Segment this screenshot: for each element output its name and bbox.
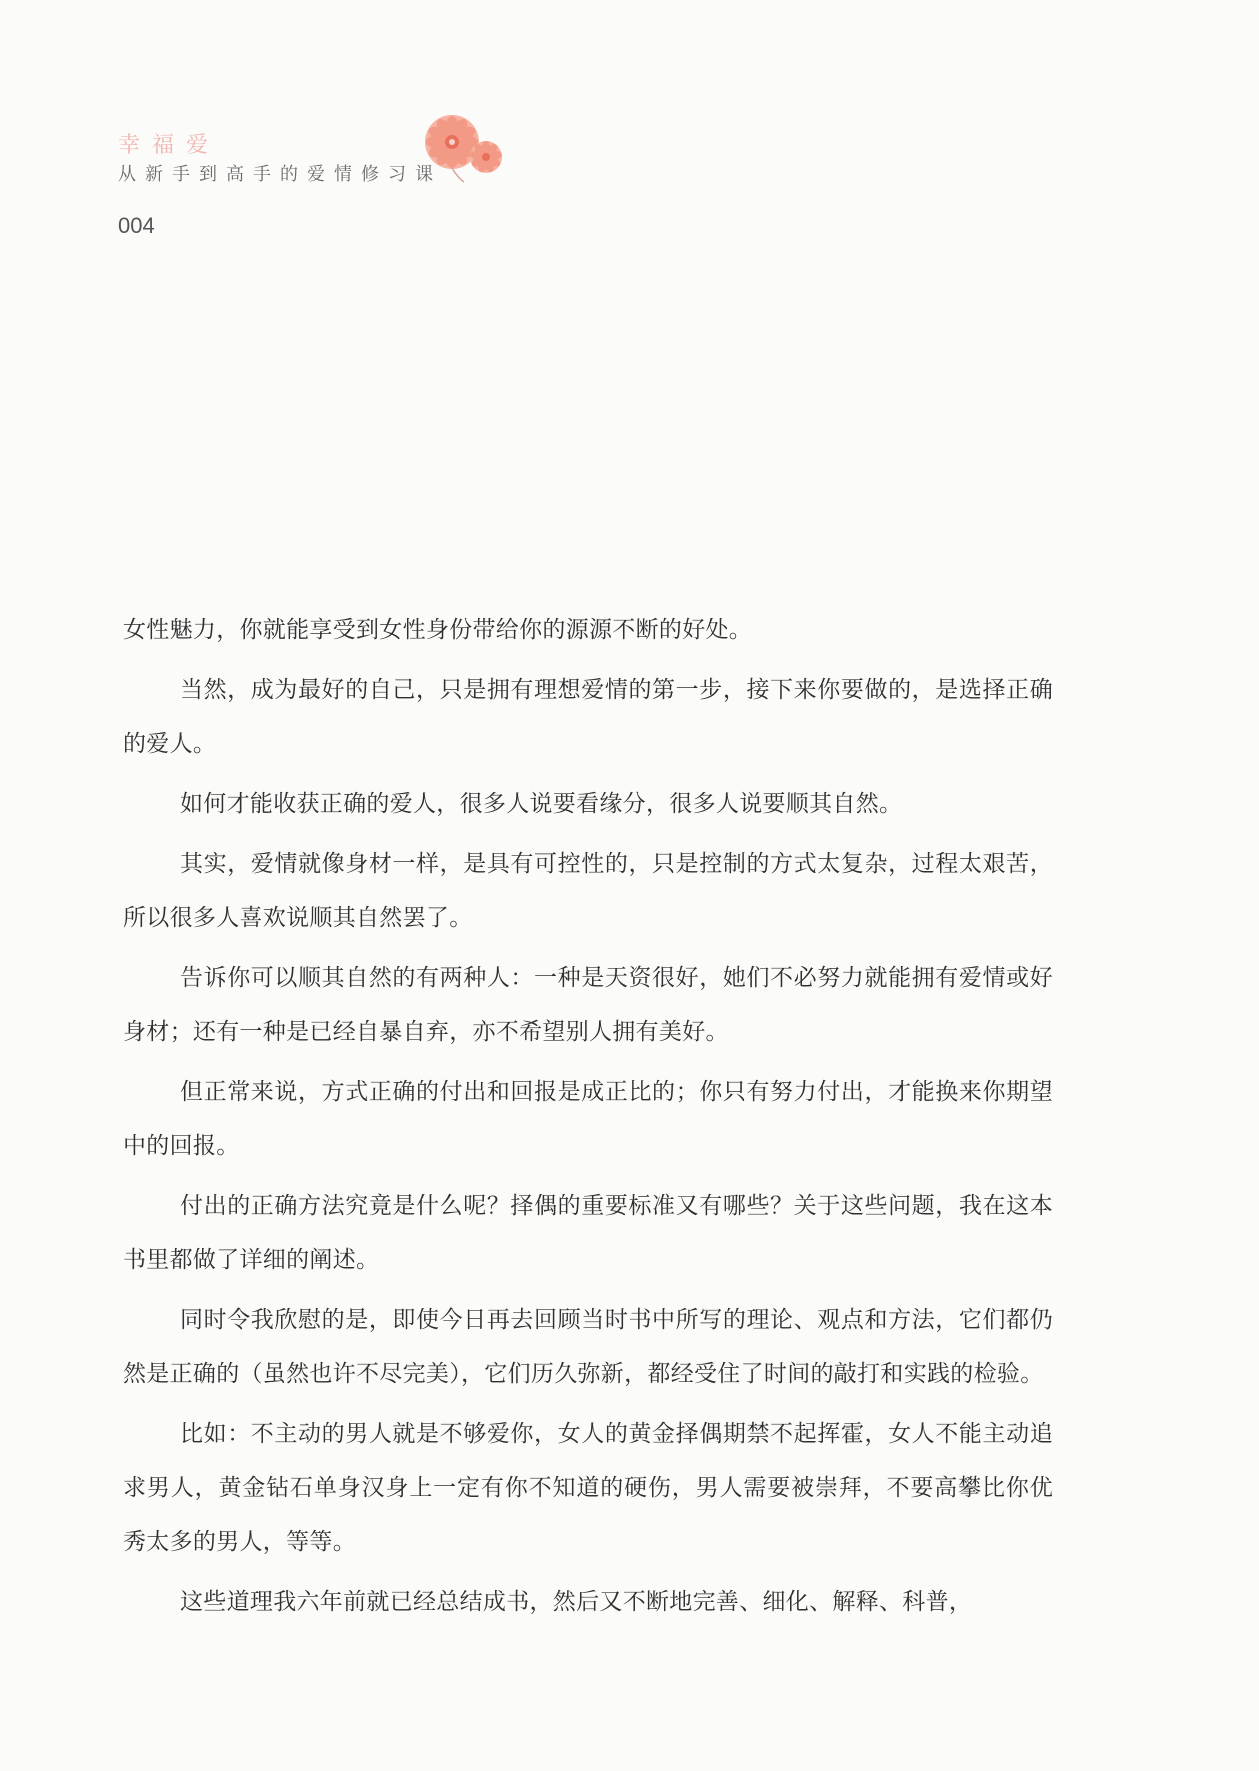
paragraph: 但正常来说，方式正确的付出和回报是成正比的；你只有努力付出，才能换来你期望中的回报。 [123, 1079, 1053, 1159]
paragraph: 比如：不主动的男人就是不够爱你，女人的黄金择偶期禁不起挥霍，女人不能主动追求男人，黄金钻石单身汉身上一定有你不知道的硬伤，男人需要被崇拜，不要高攀比你优秀太多的男人，等等。 [123, 1421, 1053, 1555]
flower-icon [418, 110, 508, 185]
paragraph: 告诉你可以顺其自然的有两种人：一种是天资很好，她们不必努力就能拥有爱情或好身材；还有一种是已经自暴自弃，亦不希望别人拥有美好。 [123, 965, 1053, 1045]
paragraph: 这些道理我六年前就已经总结成书，然后又不断地完善、细化、解释、科普， [180, 1589, 973, 1615]
paragraph: 其实，爱情就像身材一样，是具有可控性的，只是控制的方式太复杂，过程太艰苦，所以很多人喜欢说顺其自然罢了。 [123, 851, 1053, 931]
paragraph: 女性魅力，你就能享受到女性身份带给你的源源不断的好处。 [123, 617, 753, 643]
body-text [123, 603, 1053, 1635]
series-title: 幸福爱 [118, 133, 221, 158]
paragraph: 付出的正确方法究竟是什么呢？择偶的重要标准又有哪些？关于这些问题，我在这本书里都做了详细的阐述。 [123, 1193, 1053, 1273]
paragraph: 当然，成为最好的自己，只是拥有理想爱情的第一步，接下来你要做的，是选择正确的爱人。 [123, 677, 1053, 757]
paragraph: 同时令我欣慰的是，即使今日再去回顾当时书中所写的理论、观点和方法，它们都仍然是正确的（虽然也许不尽完美），它们历久弥新，都经受住了时间的敲打和实践的检验。 [123, 1307, 1053, 1387]
book-subtitle: 从新手到高手的爱情修习课 [118, 164, 442, 185]
paragraph: 如何才能收获正确的爱人，很多人说要看缘分，很多人说要顺其自然。 [180, 791, 903, 817]
page-number: 004 [118, 213, 155, 238]
